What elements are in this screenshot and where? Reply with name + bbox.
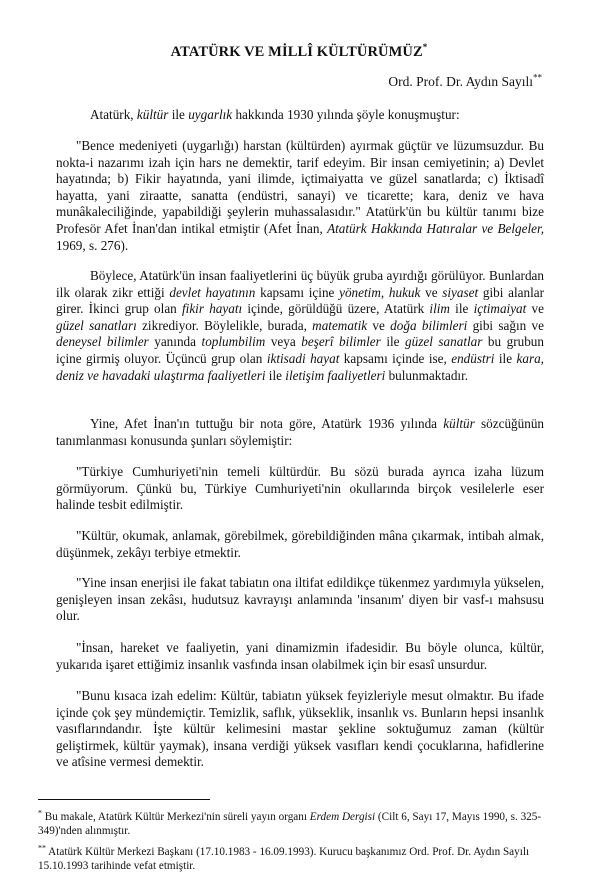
text-run: 1969, s. 276). <box>56 237 129 253</box>
italic-run: güzel sanatları <box>56 317 137 333</box>
italic-run: kara, deniz ve havadaki ulaştırma faaliyetleri <box>56 350 544 383</box>
text-run: ile <box>449 301 474 317</box>
text-run: ve <box>367 317 391 333</box>
italic-run: uygarlık <box>188 107 233 122</box>
text-run: ile <box>265 367 286 383</box>
italic-run: devlet hayatının <box>169 284 256 300</box>
text-run: sözcüğünün tanımlanması konusunda şunları söylemiştir: <box>56 416 545 448</box>
text-run: "Bence medeniyeti (uygarlığı) harstan (kültürden) ayırmak güçtür ve lüzumsuzdur. Bu nokta-i nazarımı izah için hars ne demektir, tarif edeyim. Bir insan cemiyetinin; a) Devlet hayatında; b) Fikir hayatında, yani ilimde, içtimaiyatta ve güzel sanatlarda; c) İktisadî hayatta, yani ziraatte, sanatta (endüstri, sanayi) ve ticarette; kara, deniz ve hava munâkaleciliğinde, yapabildiği şeylerin muhassalasıdır." Atatürk'ün bu kültür tanımı bize Profesör Afet İnan'dan intikal etmiştir (Afet İnan, <box>56 138 544 236</box>
footnote-divider <box>38 799 210 800</box>
title-footnote-mark: * <box>422 42 428 53</box>
italic-run: kültür <box>136 107 169 122</box>
text-run: bulunmaktadır. <box>385 367 469 383</box>
footnote-mark: * <box>38 808 42 818</box>
paragraph-quote-foundation: "Türkiye Cumhuriyeti'nin temeli kültürdür. Bu sözü burada ayrıca izaha lüzum görmüyorum. Çünkü bu, Türkiye Cumhuriyeti'nin okullarında birçok vesilelerle eser halinde tesbit edilmiştir. <box>56 464 544 513</box>
text-run: , <box>380 284 389 300</box>
italic-run: iletişim faaliyetleri <box>285 367 386 383</box>
text-run: zikrediyor. Böylelikle, burada, <box>136 317 313 333</box>
italic-run: matematik <box>312 317 368 333</box>
text-run: gibi sağın ve <box>467 317 544 333</box>
italic-run: hukuk <box>388 284 421 300</box>
paragraph-1936-note <box>56 416 544 449</box>
author-footnote-mark: ** <box>533 72 542 83</box>
paragraph-quote-1930 <box>56 138 544 254</box>
footnote-1 <box>38 810 546 839</box>
paragraph-quote-energy: "Yine insan enerjisi ile fakat tabiatın ona iltifat edildikçe tükenmez yardımıyla yükselen, genişleyen insan zekâsı, hudutsuz kavrayışı anlamında 'insanım' diyen bir vasf-ı mahsusu olur. <box>56 575 544 624</box>
italic-run: yönetim <box>339 284 381 300</box>
paragraph-intro <box>56 107 544 124</box>
italic-run: doğa bilimleri <box>390 317 468 333</box>
italic-run: ilim <box>429 301 450 317</box>
italic-run: siyaset <box>442 284 479 300</box>
text-run: Bu makale, Atatürk Kültür Merkezi'nin süreli yayın organı <box>42 811 310 823</box>
italic-run: toplumbilim <box>201 334 266 350</box>
article-title-text: ATATÜRK VE MİLLÎ KÜLTÜRÜMÜZ <box>170 44 423 60</box>
text-run: veya <box>265 334 302 350</box>
text-run: hakkında 1930 yılında şöyle konuşmuştur: <box>232 107 460 122</box>
text-run: kapsamı içine <box>255 284 340 300</box>
author-name: Ord. Prof. Dr. Aydın Sayılı <box>388 74 533 89</box>
italic-run: endüstri <box>451 350 495 366</box>
author-line <box>388 74 542 90</box>
italic-run: fikir hayatı <box>182 301 243 317</box>
italic-run: iktisadi hayat <box>266 350 340 366</box>
text-run: gibi alanlar girer. İkinci grup olan <box>56 284 544 317</box>
italic-run: kültür <box>443 416 475 431</box>
text-run: Atatürk Kültür Merkezi Başkanı (17.10.1983 - 16.09.1993). Kurucu başkanımız Ord. Prof. Dr. Aydın Sayılı 15.10.1993 tarihinde vefat etmiştir. <box>38 846 530 873</box>
text-run: ve <box>420 284 443 300</box>
text-run: Yine, Afet İnan'ın tuttuğu bir nota göre, Atatürk 1936 yılında <box>90 416 444 431</box>
footnote-2 <box>38 845 546 874</box>
text-run: Atatürk, <box>90 107 137 122</box>
italic-run: Erdem Dergisi <box>309 811 376 823</box>
text-run: içinde, görüldüğü üzere, Atatürk <box>242 301 430 317</box>
italic-run: beşerî bilimler <box>301 334 381 350</box>
paragraph-quote-dynamism: "İnsan, hareket ve faaliyetin, yani dinamizmin ifadesidir. Bu böyle olunca, kültür, yukarıda işaret ettiğimiz insanlık vasfında insan olabilmek için bir esasî unsurdur. <box>56 640 544 672</box>
text-run: ile <box>494 350 517 366</box>
italic-run: deneysel bilimler <box>56 334 149 350</box>
paragraph-analysis <box>56 268 544 384</box>
text-run: Böylece, Atatürk'ün insan faaliyetlerini üç büyük gruba ayırdığı görülüyor. Bunlardan ilk olarak zikr ettiği <box>56 268 544 300</box>
text-run: (Cilt 6, Sayı 17, Mayıs 1990, s. 325-349)'nden alınmıştır. <box>38 811 542 838</box>
text-run: ile <box>168 107 189 122</box>
paragraph-quote-definition: "Kültür, okumak, anlamak, görebilmek, görebildiğinden mâna çıkarmak, intibah almak, düşünmek, zekâyı terbiye etmektir. <box>56 528 544 560</box>
text-run: bu grubun içine girmiş oluyor. Üçüncü grup olan <box>56 334 544 366</box>
text-run: yanında <box>148 334 202 350</box>
italic-run: güzel sanatlar <box>405 334 483 350</box>
text-run: kapsamı içinde ise, <box>339 350 452 366</box>
text-run: ile <box>380 334 406 350</box>
text-run: ve <box>526 301 544 317</box>
paragraph-quote-happiness: "Bunu kısaca izah edelim: Kültür, tabiatın yüksek feyizleriyle mesut olmaktır. Bu ifade içinde çok şey mündemiçtir. Temizlik, saflık, yükseklik, insanlık vs. Bunların hepsi insanlık vasıflarındandır. İşte kültür kelimesini mastar şekline soktuğumuz zaman (kültür geliştirmek, kültür yaymak), insana verdiği yüksek vasıfları kendi çocuklarına, hafidlerine ve atîsine vermesi demektir. <box>56 688 544 770</box>
italic-run: içtimaiyat <box>473 301 527 317</box>
article-title <box>0 44 598 61</box>
italic-run: Atatürk Hakkında Hatıralar ve Belgeler, <box>327 220 544 236</box>
footnote-mark: ** <box>38 843 46 853</box>
